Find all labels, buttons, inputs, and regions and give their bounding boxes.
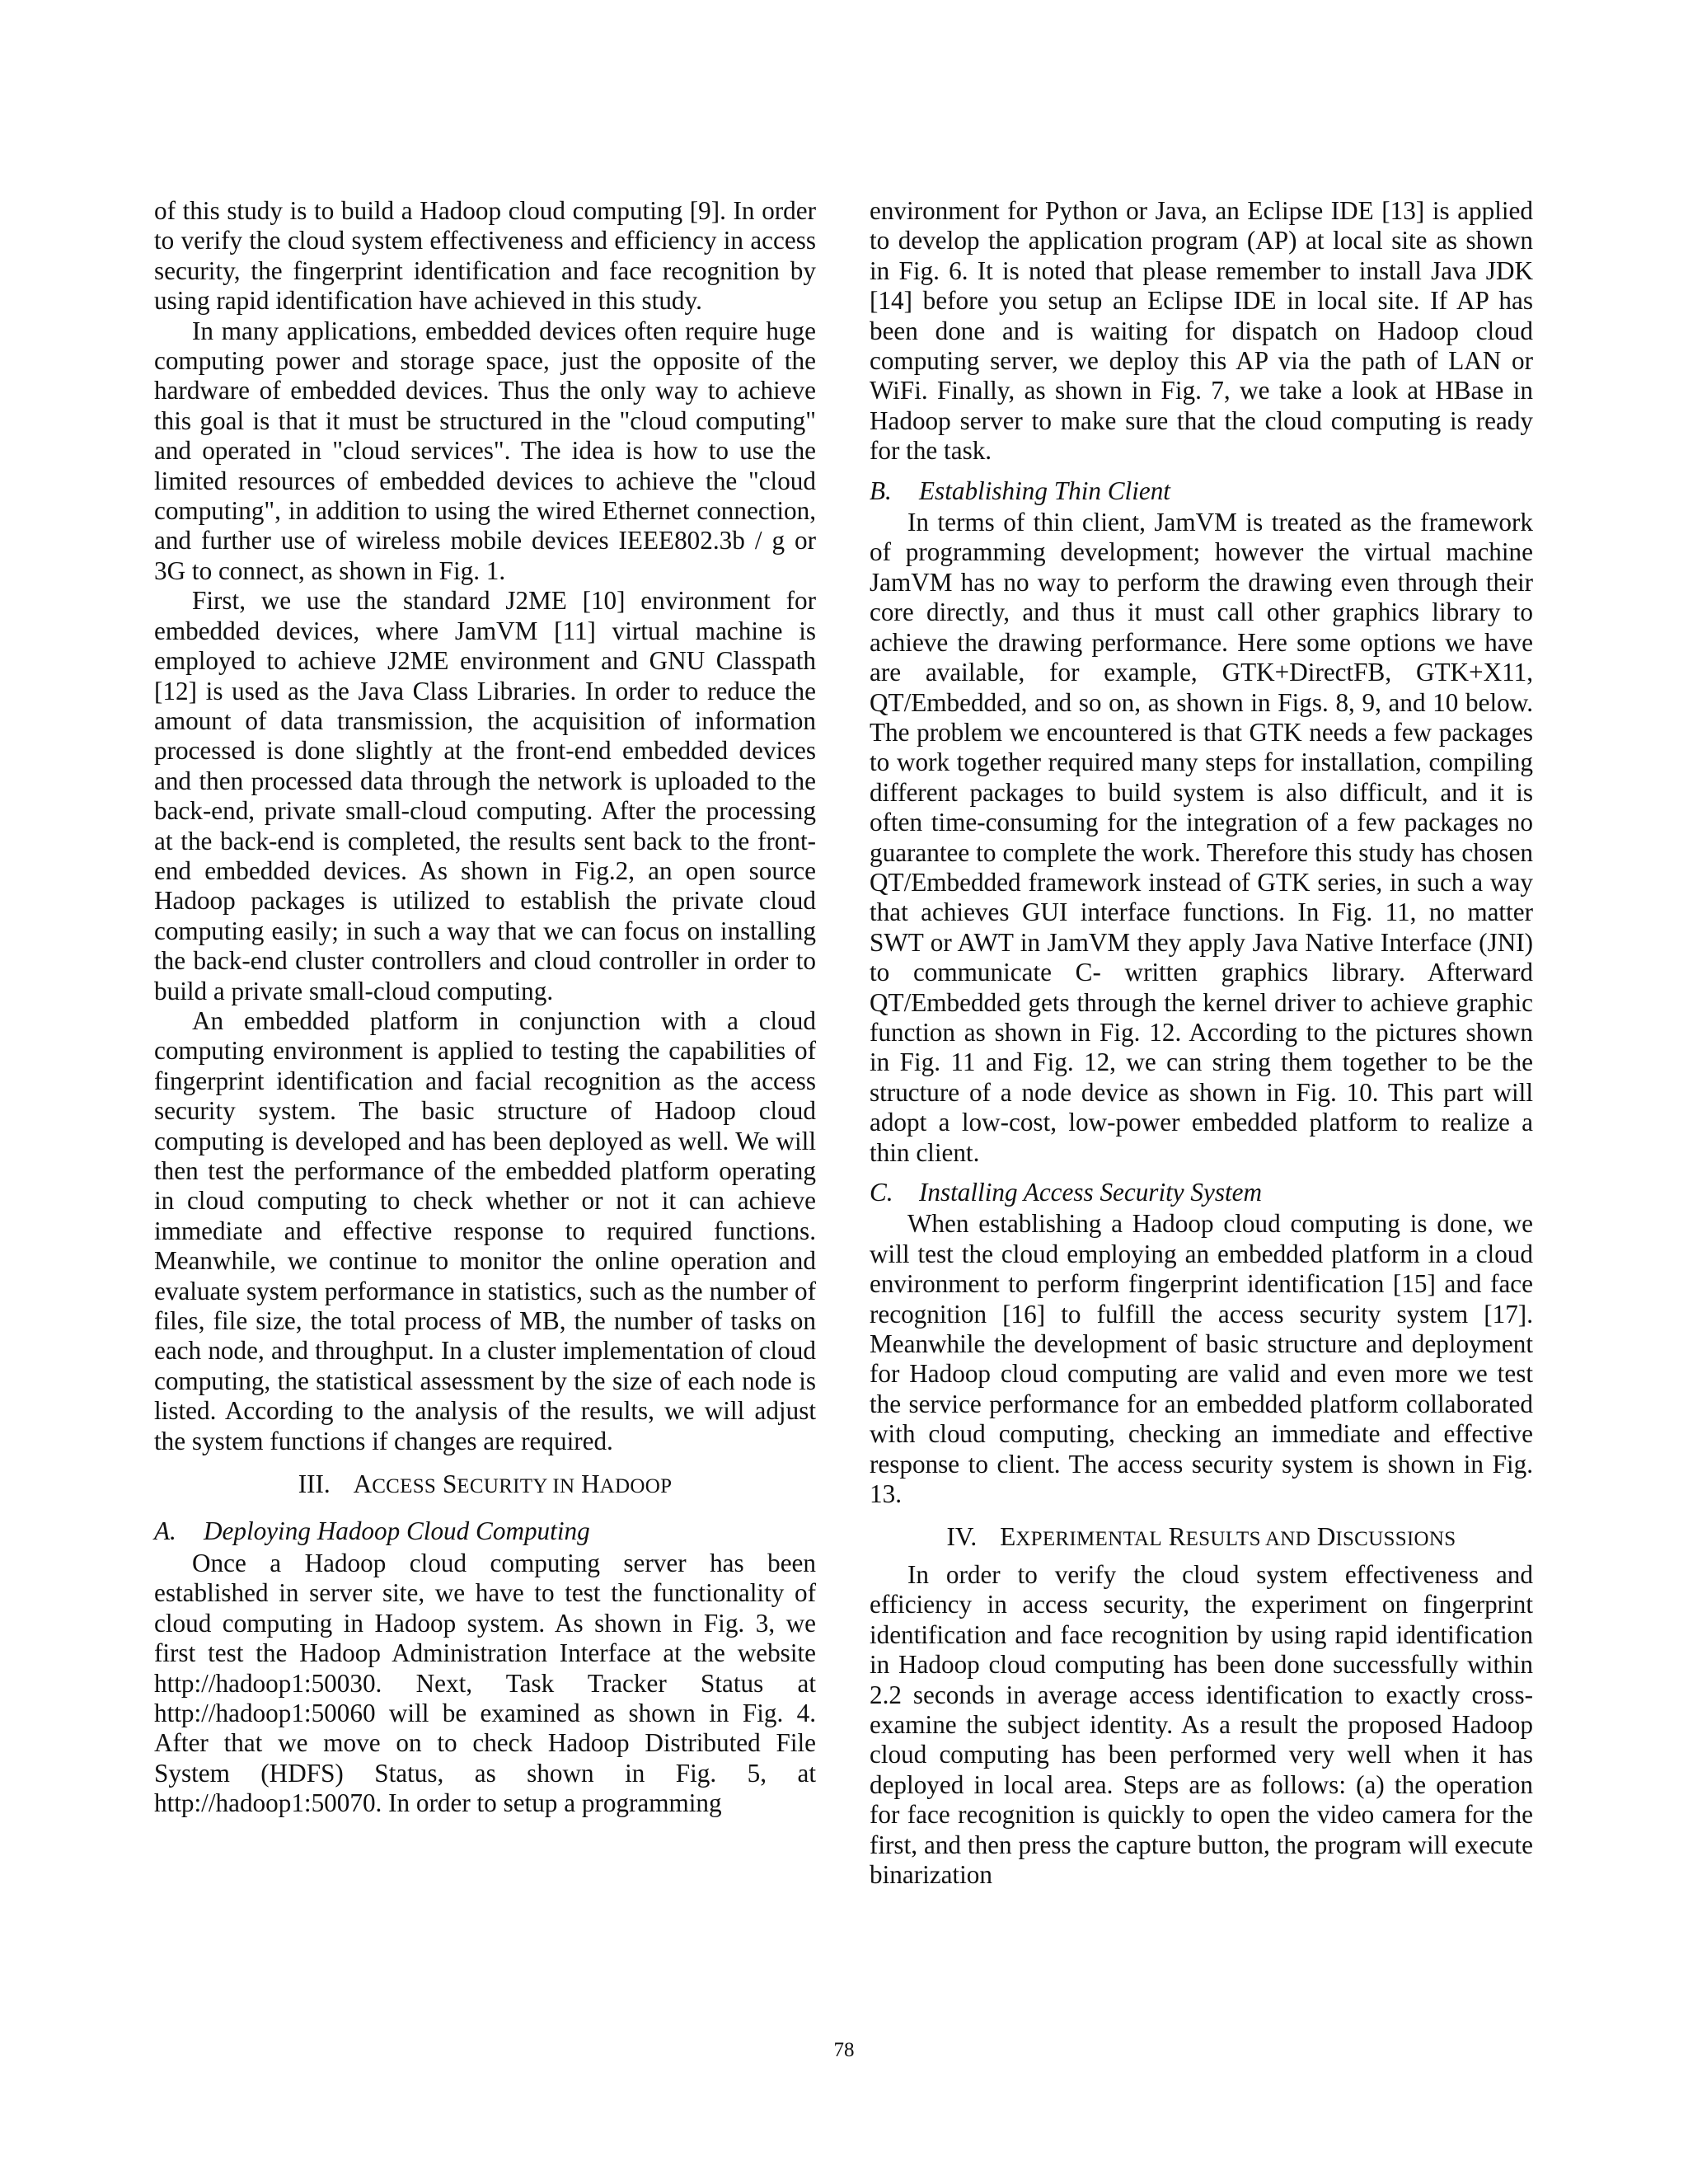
paragraph: First, we use the standard J2ME [10] environment for embedded devices, where JamVM [11] virtual machine is employed to achieve J2ME environment and GNU Classpath [12] is used as the Java Class Libraries. In order to reduce the amount of data transmission, the acquisition of information processed is done slightly at the front-end embedded devices and then processed data through the network is uploaded to the back-end, private small-cloud computing. After the processing at the back-end is completed, the results sent back to the front-end embedded devices. As shown in Fig.2, an open source Hadoop packages is utilized to establish the private cloud computing easily; in such a way that we can focus on installing the back-end cluster controllers and cloud controller in order to build a private small-cloud computing. xyxy=(154,586,816,1005)
section-heading-iii: III. ACCESS SECURITY IN HADOOP xyxy=(298,1469,673,1499)
paragraph: In terms of thin client, JamVM is treated as the framework of programming development; however the virtual machine JamVM has no way to perform the drawing even through their core directly, and thus it must call other graphics library to achieve the drawing performance. Here some options we have are available, for example, GTK+DirectFB, GTK+X11, QT/Embedded, and so on, as shown in Figs. 8, 9, and 10 below. The problem we encountered is that GTK needs a few packages to work together required many steps for installation, compiling different packages to build system is also difficult, and it is often time-consuming for the integration of a few packages no guarantee to complete the work. Therefore this study has chosen QT/Embedded framework instead of GTK series, in such a way that achieves GUI interface functions. In Fig. 11, no matter SWT or AWT in JamVM they apply Java Native Interface (JNI) to communicate C- written graphics library. Afterward QT/Embedded gets through the kernel driver to achieve graphic function as shown in Fig. 12. According to the pictures shown in Fig. 11 and Fig. 12, we can string them together to be the structure of a node device as shown in Fig. 10. This part will adopt a low-cost, low-power embedded platform to realize a thin client. xyxy=(870,508,1533,1167)
paragraph: In order to verify the cloud system effectiveness and efficiency in access security, the experiment on fingerprint identification and face recognition by using rapid identification in Hadoop cloud computing has been done successfully within 2.2 seconds in average access identification to exactly cross-examine the subject identity. As a result the proposed Hadoop cloud computing has been performed very well when it has deployed in local area. Steps are as follows: (a) the operation for face recognition is quickly to open the video camera for the first, and then press the capture button, the program will execute binarization xyxy=(870,1559,1533,1889)
paragraph: When establishing a Hadoop cloud computing is done, we will test the cloud employing an embedded platform in a cloud environment to perform fingerprint identification [15] and face recognition [16] to fulfill the access security system [17]. Meanwhile the development of basic structure and deployment for Hadoop cloud computing are valid and even more we test the service performance for an embedded platform collaborated with cloud computing, checking an immediate and effective response to client. The access security system is shown in Fig. 13. xyxy=(870,1209,1533,1509)
paragraph: In many applications, embedded devices often require huge computing power and storage space, just the opposite of the hardware of embedded devices. Thus the only way to achieve this goal is that it must be structured in the "cloud computing" and operated in "cloud services". The idea is how to use the limited resources of embedded devices to achieve the "cloud computing", in addition to using the wired Ethernet connection, and further use of wireless mobile devices IEEE802.3b / g or 3G to connect, as shown in Fig. 1. xyxy=(154,316,816,585)
right-column xyxy=(870,196,1533,1890)
section-heading-iv: IV. EXPERIMENTAL RESULTS AND DISCUSSIONS xyxy=(946,1522,1456,1552)
paragraph: Once a Hadoop cloud computing server has been established in server site, we have to test the functionality of cloud computing in Hadoop system. As shown in Fig. 3, we first test the Hadoop Administration Interface at the website http://hadoop1:50030. Next, Task Tracker Status at http://hadoop1:50060 will be examined as shown in Fig. 4. After that we move on to check Hadoop Distributed File System (HDFS) Status, as shown in Fig. 5, at http://hadoop1:50070. In order to setup a programming xyxy=(154,1548,816,1818)
left-column xyxy=(154,196,816,1819)
page-number: 78 xyxy=(833,2039,855,2061)
paragraph: of this study is to build a Hadoop cloud computing [9]. In order to verify the cloud system effectiveness and efficiency in access security, the fingerprint identification and face recognition by using rapid identification have achieved in this study. xyxy=(154,196,816,316)
subsection-heading-b: B. Establishing Thin Client xyxy=(870,476,1170,505)
subsection-heading-c: C. Installing Access Security System xyxy=(870,1178,1263,1207)
paragraph: An embedded platform in conjunction with a cloud computing environment is applied to testing the capabilities of fingerprint identification and facial recognition as the access security system. The basic structure of Hadoop cloud computing is developed and has been deployed as well. We will then test the performance of the embedded platform operating in cloud computing to check whether or not it can achieve immediate and effective response to required functions. Meanwhile, we continue to monitor the online operation and evaluate system performance in statistics, such as the number of files, file size, the total process of MB, the number of tasks on each node, and throughput. In a cluster implementation of cloud computing, the statistical assessment by the size of each node is listed. According to the analysis of the results, we will adjust the system functions if changes are required. xyxy=(154,1005,816,1455)
paragraph: environment for Python or Java, an Eclipse IDE [13] is applied to develop the application program (AP) at local site as shown in Fig. 6. It is noted that please remember to install Java JDK [14] before you setup an Eclipse IDE in local site. If AP has been done and is waiting for dispatch on Hadoop cloud computing server, we deploy this AP via the path of LAN or WiFi. Finally, as shown in Fig. 7, we take a look at HBase in Hadoop server to make sure that the cloud computing is ready for the task. xyxy=(870,196,1533,466)
subsection-heading-a: A. Deploying Hadoop Cloud Computing xyxy=(154,1516,590,1546)
